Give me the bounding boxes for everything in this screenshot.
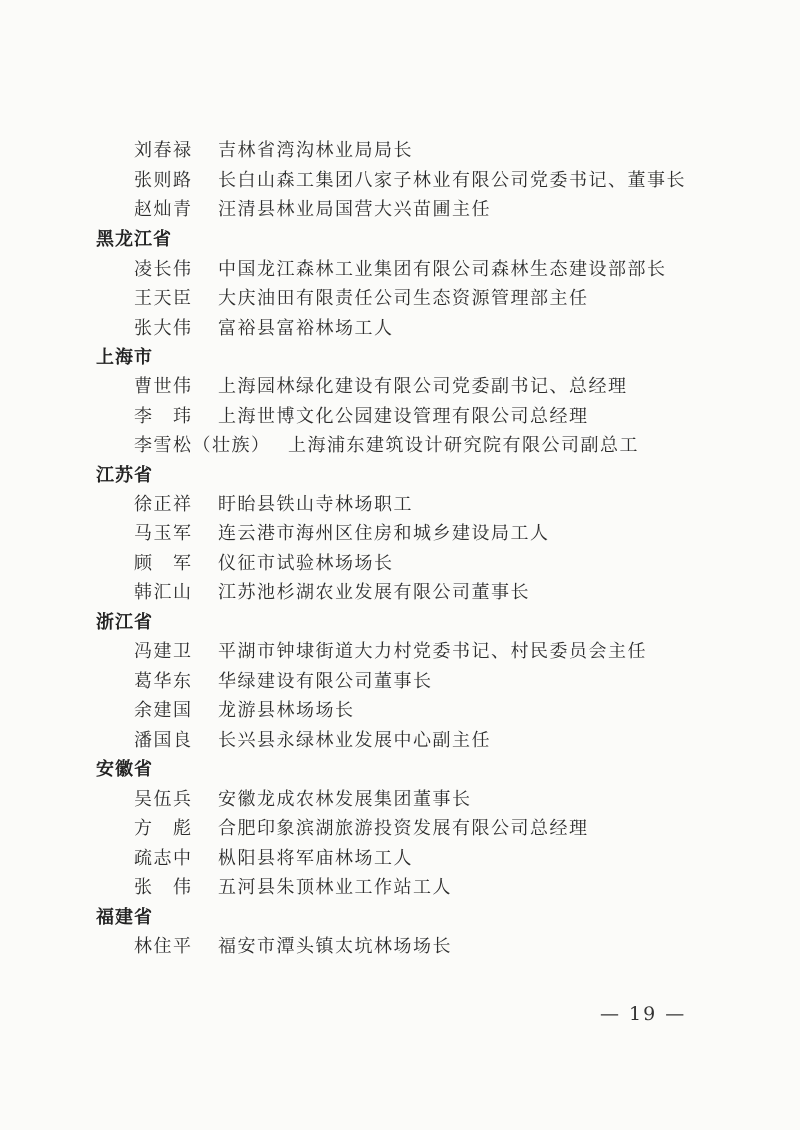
person-name: 冯建卫	[134, 641, 193, 662]
person-title: 连云港市海州区住房和城乡建设局工人	[218, 523, 550, 544]
person-title: 富裕县富裕林场工人	[218, 318, 394, 339]
page-number: — 19 —	[600, 1003, 687, 1025]
person-title: 中国龙江森林工业集团有限公司森林生态建设部部长	[218, 259, 667, 280]
person-name: 张大伟	[134, 318, 193, 339]
province-heading: 黑龙江省	[96, 229, 172, 250]
person-title: 安徽龙成农林发展集团董事长	[218, 789, 472, 810]
person-name: 林住平	[134, 936, 193, 957]
province-heading: 安徽省	[96, 759, 153, 780]
person-title: 五河县朱顶林业工作站工人	[218, 877, 452, 898]
person-title: 长兴县永绿林业发展中心副主任	[218, 730, 491, 751]
person-name: 张则路	[134, 170, 193, 191]
person-title: 枞阳县将军庙林场工人	[218, 848, 413, 869]
person-name: 刘春禄	[134, 140, 193, 161]
person-name: 潘国良	[134, 730, 193, 751]
person-title: 仪征市试验林场场长	[218, 553, 394, 574]
person-title: 龙游县林场场长	[218, 700, 355, 721]
person-name: 徐正祥	[134, 494, 193, 515]
person-name: 顾 军	[134, 553, 193, 574]
person-name: 赵灿青	[134, 199, 193, 220]
person-title: 华绿建设有限公司董事长	[218, 671, 433, 692]
person-title: 上海园林绿化建设有限公司党委副书记、总经理	[218, 376, 628, 397]
person-title: 长白山森工集团八家子林业有限公司党委书记、董事长	[218, 170, 686, 191]
person-title: 盱眙县铁山寺林场职工	[218, 494, 413, 515]
person-name: 李 玮	[134, 406, 193, 427]
person-name: 疏志中	[134, 848, 193, 869]
person-name: 韩汇山	[134, 582, 193, 603]
person-title: 大庆油田有限责任公司生态资源管理部主任	[218, 288, 589, 309]
person-name: 葛华东	[134, 671, 193, 692]
person-name: 方 彪	[134, 818, 193, 839]
person-name: 马玉军	[134, 523, 193, 544]
person-name: 曹世伟	[134, 376, 193, 397]
person-name: 凌长伟	[134, 259, 193, 280]
person-title: 福安市潭头镇太坑林场场长	[218, 936, 452, 957]
person-title: 平湖市钟埭街道大力村党委书记、村民委员会主任	[218, 641, 647, 662]
person-name: 余建国	[134, 700, 193, 721]
person-title: 合肥印象滨湖旅游投资发展有限公司总经理	[218, 818, 589, 839]
person-title: 汪清县林业局国营大兴苗圃主任	[218, 199, 491, 220]
person-name: 张 伟	[134, 877, 193, 898]
person-title: 吉林省湾沟林业局局长	[218, 140, 413, 161]
person-title: 江苏池杉湖农业发展有限公司董事长	[218, 582, 530, 603]
province-heading: 上海市	[96, 347, 153, 368]
person-name: 吴伍兵	[134, 789, 193, 810]
person-name: 王天臣	[134, 288, 193, 309]
province-heading: 福建省	[96, 907, 153, 928]
person-title: 上海浦东建筑设计研究院有限公司副总工	[288, 435, 639, 456]
province-heading: 浙江省	[96, 612, 153, 633]
province-heading: 江苏省	[96, 465, 153, 486]
person-title: 上海世博文化公园建设管理有限公司总经理	[218, 406, 589, 427]
person-name: 李雪松（壮族）	[134, 435, 271, 456]
